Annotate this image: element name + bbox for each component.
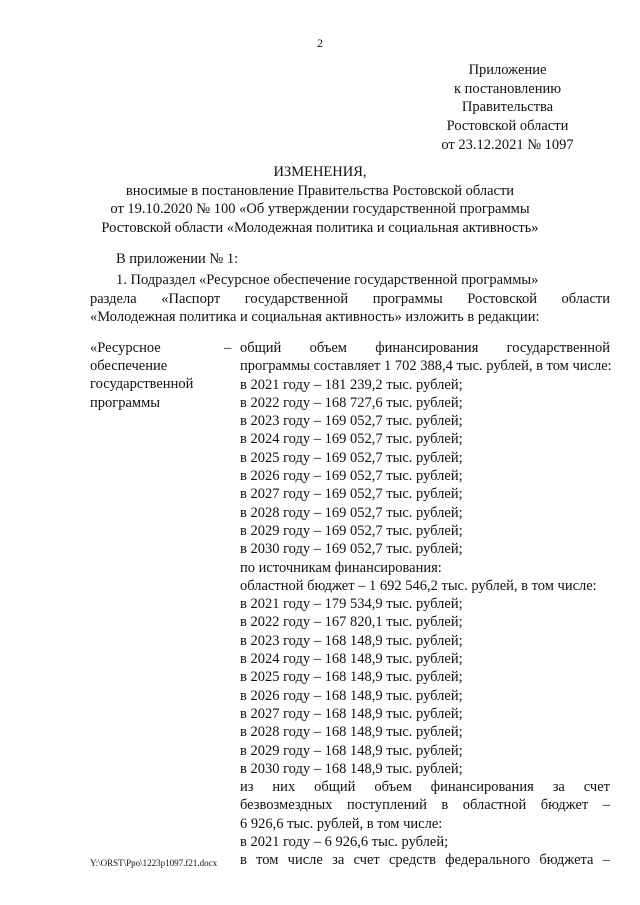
funding-line: в 2021 году – 179 534,9 тыс. рублей; — [240, 596, 463, 613]
title-line: вносимые в постановление Правительства Ростовской области — [125, 182, 515, 199]
funding-line: в 2023 году – 168 148,9 тыс. рублей; — [240, 632, 463, 649]
label-line: государственной — [90, 376, 194, 393]
appendix-line: Приложение — [468, 62, 547, 78]
title-line: от 19.10.2020 № 100 «Об утверждении государственной программы — [110, 201, 530, 217]
section-label — [90, 339, 230, 412]
funding-line: общий объем финансирования государственной — [240, 340, 610, 356]
appendix-line: Ростовской области — [446, 118, 569, 135]
funding-line: в 2025 году – 168 148,9 тыс. рублей; — [240, 669, 463, 686]
funding-line: из них общий объем финансирования за счет — [240, 779, 610, 796]
funding-line: 6 926,6 тыс. рублей, в том числе: — [240, 815, 443, 832]
file-path-footer: Y:\ORST\Ppo\1223p1097.f21.docx — [90, 858, 218, 868]
label-line: программы — [90, 394, 160, 411]
intro-line: 1. Подраздел «Ресурсное обеспечение государственной программы» — [116, 271, 539, 288]
funding-line: в 2022 году – 167 820,1 тыс. рублей; — [240, 614, 463, 631]
intro-line: «Молодежная политика и социальная активность» изложить в редакции: — [90, 309, 540, 326]
funding-details — [240, 339, 610, 870]
intro-paragraph — [90, 250, 610, 327]
funding-line: в 2028 году – 169 052,7 тыс. рублей; — [240, 504, 463, 521]
funding-line: в 2027 году – 168 148,9 тыс. рублей; — [240, 705, 463, 722]
appendix-line: Правительства — [461, 99, 554, 116]
title-line: Ростовской области «Молодежная политика и социальная активность» — [101, 219, 539, 236]
funding-line: в 2024 году – 169 052,7 тыс. рублей; — [240, 431, 463, 448]
label-line: обеспечение — [90, 358, 168, 375]
funding-line: областной бюджет – 1 692 546,2 тыс. рублей, в том числе: — [240, 577, 597, 594]
funding-line: в 2030 году – 169 052,7 тыс. рублей; — [240, 541, 463, 558]
funding-line: в 2029 году – 168 148,9 тыс. рублей; — [240, 742, 463, 759]
funding-line: безвозмездных поступлений в областной бюджет – — [240, 797, 610, 814]
funding-line: в 2030 году – 168 148,9 тыс. рублей; — [240, 760, 463, 777]
funding-line: в 2022 году – 168 727,6 тыс. рублей; — [240, 394, 463, 411]
funding-line: в том числе за счет средств федерального бюджета – — [240, 852, 610, 869]
intro-line: В приложении № 1: — [116, 251, 239, 267]
funding-line: в 2024 году – 168 148,9 тыс. рублей; — [240, 651, 463, 668]
funding-line: в 2026 году – 168 148,9 тыс. рублей; — [240, 687, 463, 704]
document-title — [0, 163, 640, 237]
appendix-block — [420, 61, 595, 155]
funding-line: в 2021 году – 181 239,2 тыс. рублей; — [240, 376, 463, 393]
page-number: 2 — [317, 36, 323, 50]
funding-line: в 2026 году – 169 052,7 тыс. рублей; — [240, 468, 463, 485]
funding-line: в 2028 году – 168 148,9 тыс. рублей; — [240, 724, 463, 741]
funding-line: в 2029 году – 169 052,7 тыс. рублей; — [240, 522, 463, 539]
appendix-line: от 23.12.2021 № 1097 — [441, 136, 574, 153]
label-dash: – — [224, 340, 232, 356]
intro-line: раздела «Паспорт государственной программы Ростовской области — [90, 290, 610, 307]
title-heading: ИЗМЕНЕНИЯ, — [273, 164, 367, 180]
funding-line: в 2025 году – 169 052,7 тыс. рублей; — [240, 449, 463, 466]
funding-line: в 2027 году – 169 052,7 тыс. рублей; — [240, 486, 463, 503]
appendix-line: к постановлению — [453, 80, 562, 97]
funding-line: в 2021 году – 6 926,6 тыс. рублей; — [240, 834, 449, 851]
funding-line: по источникам финансирования: — [240, 559, 442, 576]
funding-line: программы составляет 1 702 388,4 тыс. рублей, в том числе: — [240, 358, 612, 375]
funding-line: в 2023 году – 169 052,7 тыс. рублей; — [240, 413, 463, 430]
label-line: «Ресурсное — [90, 340, 161, 356]
